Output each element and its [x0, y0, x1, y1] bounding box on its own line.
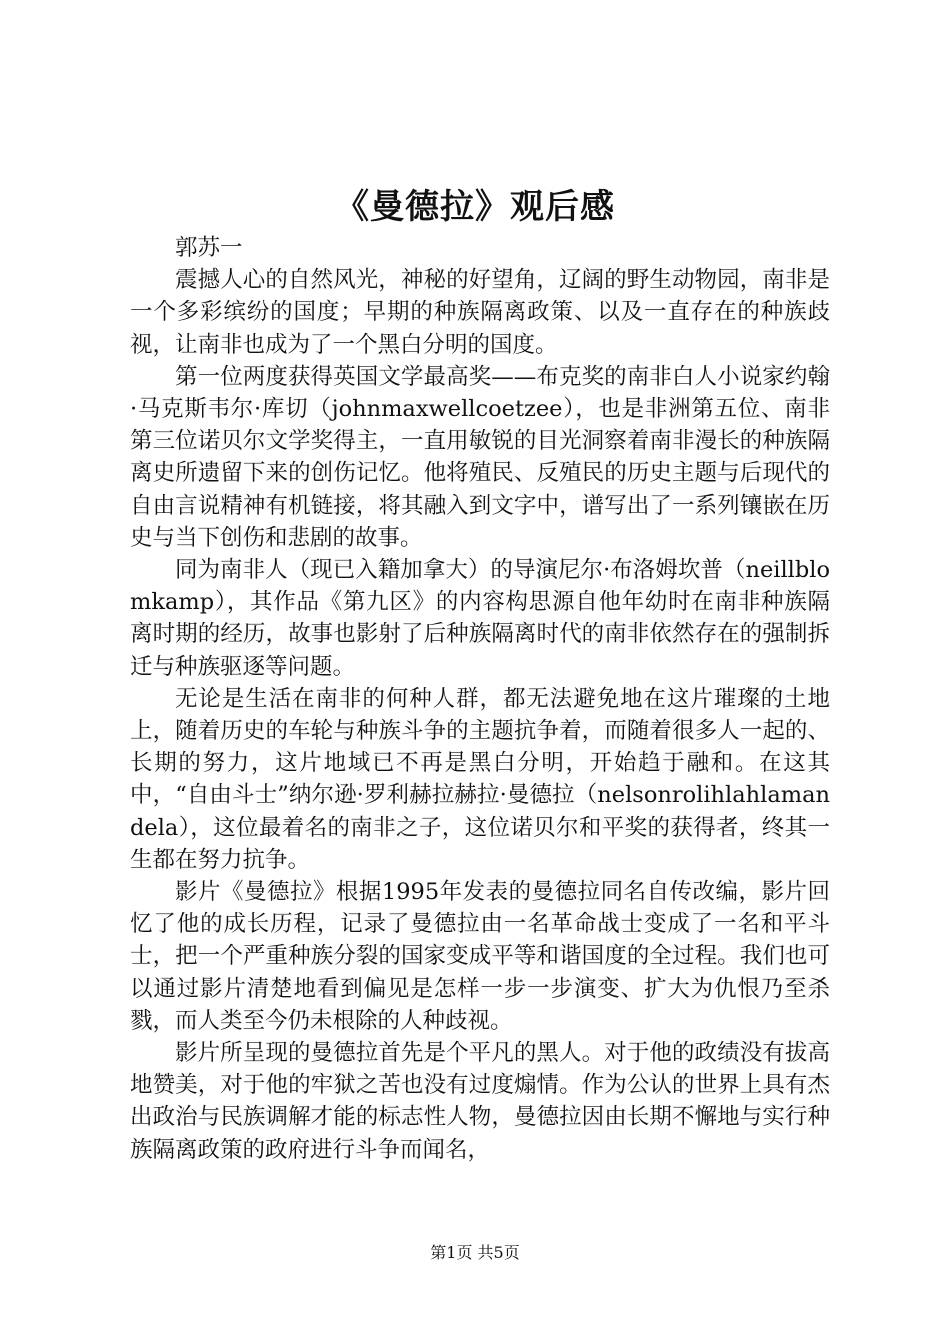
document-body — [130, 232, 830, 1166]
paragraph-1: 震撼人心的自然风光，神秘的好望角，辽阔的野生动物园，南非是一个多彩缤纷的国度；早期的种族隔离政策、以及一直存在的种族歧视，让南非也成为了一个黑白分明的国度。 — [130, 267, 830, 358]
page-title: 《曼德拉》观后感 — [335, 187, 615, 227]
paragraph-3: 同为南非人（现已入籍加拿大）的导演尼尔·布洛姆坎普（neillblomkamp），其作品《第九区》的内容构思源自他年幼时在南非种族隔离时期的经历，故事也影射了后种族隔离时代的南非依然存在的强制拆迁与种族驱逐等问题。 — [130, 557, 830, 680]
page-footer: 第1页 共5页 — [430, 1243, 520, 1262]
paragraph-2: 第一位两度获得英国文学最高奖——布克奖的南非白人小说家约翰·马克斯韦尔·库切（johnmaxwellcoetzee），也是非洲第五位、南非第三位诺贝尔文学奖得主，一直用敏锐的目光洞察着南非漫长的种族隔离史所遗留下来的创伤记忆。他将殖民、反殖民的历史主题与后现代的自由言说精神有机链接，将其融入到文字中，谱写出了一系列镶嵌在历史与当下创伤和悲剧的故事。 — [130, 363, 830, 551]
paragraph-5: 影片《曼德拉》根据1995年发表的曼德拉同名自传改编，影片回忆了他的成长历程，记录了曼德拉由一名革命战士变成了一名和平斗士，把一个严重种族分裂的国家变成平等和谐国度的全过程。我们也可以通过影片清楚地看到偏见是怎样一步一步演变、扩大为仇恨乃至杀戮，而人类至今仍未根除的人种歧视。 — [130, 879, 830, 1034]
paragraph-6: 影片所呈现的曼德拉首先是个平凡的黑人。对于他的政绩没有拔高地赞美，对于他的牢狱之苦也没有过度煽情。作为公认的世界上具有杰出政治与民族调解才能的标志性人物，曼德拉因由长期不懈地与实行种族隔离政策的政府进行斗争而闻名， — [130, 1040, 830, 1163]
author-line: 郭苏一 — [175, 235, 243, 261]
paragraph-4: 无论是生活在南非的何种人群，都无法避免地在这片璀璨的土地上，随着历史的车轮与种族斗争的主题抗争着，而随着很多人一起的、长期的努力，这片地域已不再是黑白分明，开始趋于融和。在这其中，“自由斗士”纳尔逊·罗利赫拉赫拉·曼德拉（nelsonrolihlahlamandela），这位最着名的南非之子，这位诺贝尔和平奖的获得者，终其一生都在努力抗争。 — [130, 685, 830, 873]
